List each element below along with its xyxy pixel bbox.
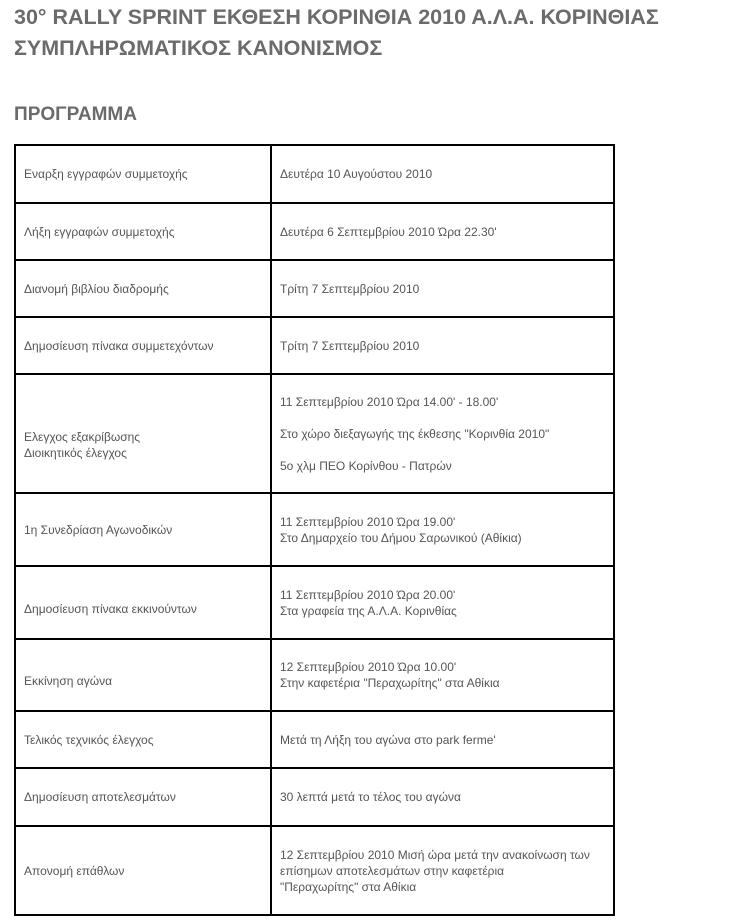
event-date-cell xyxy=(271,260,614,317)
event-label: Τελικός τεχνικός έλεγχος xyxy=(24,732,154,747)
event-date-cell xyxy=(271,145,614,203)
event-date: Δευτέρα 10 Αυγούστου 2010 xyxy=(280,167,433,181)
event-date: 12 Σεπτεμβρίου 2010 Ώρα 10.00' xyxy=(280,660,457,674)
event-date-cell xyxy=(271,317,614,374)
event-label-cell xyxy=(15,317,271,374)
event-label: Ελεγχος εξακρίβωσης xyxy=(24,429,141,444)
schedule-table xyxy=(14,144,615,916)
table-row xyxy=(15,145,614,203)
event-label: Δημοσίευση πίνακα συμμετεχόντων xyxy=(24,338,214,353)
event-label: Εναρξη εγγραφών συμμετοχής xyxy=(24,167,188,181)
event-label-cell xyxy=(15,203,271,260)
table-row xyxy=(15,493,614,566)
event-label-cell xyxy=(15,260,271,317)
event-date-cell xyxy=(271,768,614,826)
table-row xyxy=(15,317,614,374)
event-date-cell xyxy=(271,826,614,915)
table-row xyxy=(15,566,614,639)
page-title xyxy=(14,2,744,64)
event-date: Τρίτη 7 Σεπτεμβρίου 2010 xyxy=(280,338,420,353)
event-date-cell xyxy=(271,711,614,768)
event-label-cell xyxy=(15,711,271,768)
event-label-cell xyxy=(15,145,271,203)
event-label-cell xyxy=(15,374,271,493)
event-label-cell xyxy=(15,493,271,566)
event-date-cell xyxy=(271,374,614,493)
event-label-cell xyxy=(15,826,271,915)
event-label-cell xyxy=(15,768,271,826)
event-label: Απονομή επάθλων xyxy=(24,863,125,878)
event-date: Μετά τη Λήξη του αγώνα στο park ferme' xyxy=(280,732,496,747)
event-label-cell xyxy=(15,639,271,711)
event-label-cell xyxy=(15,566,271,639)
event-date: Τρίτη 7 Σεπτεμβρίου 2010 xyxy=(280,281,420,296)
event-label: Διανομή βιβλίου διαδρομής xyxy=(24,281,169,296)
event-location: Στο χώρο διεξαγωγής της έκθεσης "Κορινθία 2010" xyxy=(280,426,550,441)
table-row xyxy=(15,639,614,711)
event-location: "Περαχωρίτης" στα Αθίκια xyxy=(280,879,417,894)
event-location: επίσημων αποτελεσμάτων στην καφετέρια xyxy=(280,863,505,878)
table-row xyxy=(15,711,614,768)
event-date: 11 Σεπτεμβρίου 2010 Ώρα 20.00' xyxy=(280,587,456,602)
event-label: 1η Συνεδρίαση Αγωνοδικών xyxy=(24,522,173,537)
event-label: Δημοσίευση αποτελεσμάτων xyxy=(24,790,176,804)
table-row xyxy=(15,260,614,317)
event-date: Δευτέρα 6 Σεπτεμβρίου 2010 Ώρα 22.30' xyxy=(280,224,497,239)
event-label: Λήξη εγγραφών συμμετοχής xyxy=(24,224,175,239)
table-row xyxy=(15,203,614,260)
event-location: Στο Δημαρχείο του Δήμου Σαρωνικού (Αθίκια) xyxy=(280,530,522,545)
event-date: 11 Σεπτεμβρίου 2010 Ώρα 14.00' - 18.00' xyxy=(280,394,499,409)
title-line-2: ΣΥΜΠΛΗΡΩΜΑΤΙΚΟΣ ΚΑΝΟΝΙΣΜΟΣ xyxy=(14,36,383,60)
event-date: 30 λεπτά μετά το τέλος του αγώνα xyxy=(280,790,461,804)
title-line-1: 30° RALLY SPRINT ΕΚΘΕΣΗ ΚΟΡΙΝΘΙΑ 2010 Α.Λ.Α. ΚΟΡΙΝΘΙΑΣ xyxy=(14,5,659,29)
event-date-cell xyxy=(271,203,614,260)
event-location: Στα γραφεία της Α.Λ.Α. Κορινθίας xyxy=(280,603,457,618)
event-address: 5ο χλμ ΠΕΟ Κορίνθου - Πατρών xyxy=(280,458,452,473)
event-date-cell xyxy=(271,493,614,566)
event-date: 12 Σεπτεμβρίου 2010 Μισή ώρα μετά την ανακοίνωση των xyxy=(280,847,590,862)
section-heading: ΠΡΟΓΡΑΜΜΑ xyxy=(14,104,137,125)
table-row xyxy=(15,768,614,826)
event-date: 11 Σεπτεμβρίου 2010 Ώρα 19.00' xyxy=(280,514,456,529)
event-label: Εκκίνηση αγώνα xyxy=(24,674,113,688)
table-row xyxy=(15,826,614,915)
event-date-cell xyxy=(271,639,614,711)
table-row xyxy=(15,374,614,493)
event-location: Στην καφετέρια "Περαχωρίτης" στα Αθίκια xyxy=(280,676,500,690)
event-label: Διοικητικός έλεγχος xyxy=(24,445,127,460)
event-date-cell xyxy=(271,566,614,639)
event-label: Δημοσίευση πίνακα εκκινούντων xyxy=(24,601,197,616)
